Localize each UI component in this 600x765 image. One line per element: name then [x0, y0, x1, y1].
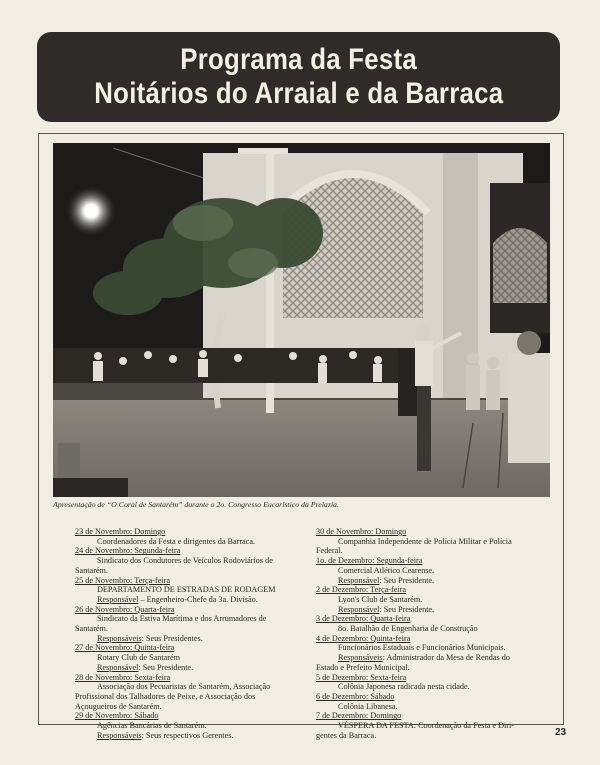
schedule-right-column [316, 527, 552, 740]
schedule-text: Colônia Libanesa. [338, 701, 398, 711]
schedule-text: Coordenadores da Festa e dirigentes da Barraca. [97, 536, 256, 546]
schedule-line [316, 537, 552, 547]
schedule-line [316, 702, 552, 712]
schedule-entry [316, 634, 552, 673]
schedule-text: Açougueiros de Santarém. [75, 701, 162, 711]
schedule-entry [316, 585, 552, 614]
schedule-date: 27 de Novembro: Quinta-feira [75, 643, 175, 653]
title-line-1: Programa da Festa [180, 43, 417, 76]
schedule-line [316, 643, 552, 653]
schedule-text: Santarém. [75, 565, 108, 575]
title-line-2: Noitários do Arraial e da Barraca [93, 77, 504, 110]
schedule-text: – Engenheiro-Chefe da 3a. Divisão. [138, 594, 258, 604]
schedule-entry [316, 692, 552, 711]
schedule-line [75, 595, 311, 605]
schedule-entry [316, 614, 552, 633]
schedule-text: Sindicato dos Condutores de Veículos Rodoviários de [97, 556, 273, 566]
schedule-entry [75, 643, 311, 672]
schedule-entry [75, 576, 311, 605]
schedule-line [75, 624, 311, 634]
event-photo-illustration [53, 143, 550, 497]
responsible-label: Responsáveis [338, 653, 383, 663]
schedule-text: Colônia Japonesa radicada nesta cidade. [338, 682, 470, 692]
schedule-line [316, 566, 552, 576]
schedule-date: 26 de Novembro: Quarta-feira [75, 604, 175, 614]
schedule-date: 4 de Dezembro: Quinta-feira [316, 633, 411, 643]
title-banner [37, 32, 560, 122]
schedule-line [316, 721, 552, 731]
schedule-entry [316, 556, 552, 585]
schedule-text: Sindicato da Estiva Marítima e dos Arrumadores de [97, 614, 267, 624]
schedule-date: 7 de Dezembro: Domingo [316, 711, 402, 721]
schedule-date: 28 de Novembro: Sexta-feira [75, 672, 171, 682]
schedule-entry [316, 527, 552, 556]
schedule-text: VÉSPERA DA FESTA: Coordenação da Festa e Diri- [338, 721, 515, 731]
schedule-text: Santarém. [75, 624, 108, 634]
schedule-date: 3 de Dezembro: Quarta-feira [316, 614, 411, 624]
responsible-label: Responsável [97, 594, 139, 604]
schedule-line [75, 653, 311, 663]
schedule-line [316, 731, 552, 741]
schedule-line [316, 624, 552, 634]
schedule-line [75, 566, 311, 576]
schedule-line [75, 585, 311, 595]
schedule-line [75, 702, 311, 712]
schedule-date: 6 de Dezembro: Sábado [316, 691, 395, 701]
schedule-text: 8o. Batalhão de Engenharia de Construção [338, 624, 478, 634]
schedule-line [75, 556, 311, 566]
schedule-text: Funcionários Estaduais e Funcionários Municipais. [338, 643, 506, 653]
schedule-line [75, 692, 311, 702]
responsible-label: Responsável [338, 575, 380, 585]
schedule-line [75, 682, 311, 692]
schedule-date: 30 de Novembro: Domingo [316, 527, 407, 536]
schedule-date: 1o. de Dezembro: Segunda-feira [316, 556, 423, 566]
schedule-line [316, 663, 552, 673]
schedule-text: : Seu Presidente. [379, 604, 435, 614]
schedule-line [316, 682, 552, 692]
schedule-line [75, 731, 311, 741]
schedule-date: 5 de Dezembro: Sexta-feira [316, 672, 407, 682]
schedule-text: : Seus Presidentes. [141, 633, 203, 643]
schedule-entry [316, 673, 552, 692]
schedule-entry [316, 711, 552, 740]
schedule-text: : Seu Presidente. [379, 575, 435, 585]
responsible-label: Responsável [338, 604, 380, 614]
schedule-line [75, 614, 311, 624]
schedule-text: Profissional dos Talhadores de Peixe, e Associação dos [75, 691, 256, 701]
schedule-text: Rotary Club de Santarém [97, 653, 180, 663]
schedule-entry [75, 527, 311, 546]
schedule-text: : Administrador da Mesa de Rendas do [382, 653, 510, 663]
schedule-text: Federal. [316, 546, 343, 556]
responsible-label: Responsável [97, 662, 139, 672]
page-number: 23 [555, 727, 567, 738]
schedule-line [75, 721, 311, 731]
schedule-line [316, 595, 552, 605]
schedule-line [316, 653, 552, 663]
schedule-line [75, 663, 311, 673]
schedule-left-column [75, 527, 311, 740]
schedule-entry [75, 711, 311, 740]
responsible-label: Responsáveis [97, 730, 142, 740]
schedule-entry [75, 546, 311, 575]
schedule-date: 2 de Dezembro: Terça-feira [316, 585, 406, 595]
schedule-line [75, 634, 311, 644]
responsible-label: Responsáveis [97, 633, 142, 643]
schedule-line [316, 605, 552, 615]
schedule-line [75, 537, 311, 547]
schedule-line [316, 546, 552, 556]
schedule-text: : Seus respectivos Gerentes. [141, 730, 234, 740]
schedule-text: Comercial Atlético Cearense. [338, 565, 435, 575]
schedule-line [316, 576, 552, 586]
schedule-date: 24 de Novembro: Segunda-feira [75, 546, 181, 556]
schedule-text: Estado e Prefeito Municipal. [316, 662, 410, 672]
photo-caption: Apresentação de “O Coral de Santarém” durante o 2o. Congresso Eucarístico da Prelazia. [53, 500, 339, 509]
schedule-text: : Seu Presidente. [138, 662, 194, 672]
schedule-date: 25 de Novembro: Terça-feira [75, 575, 170, 585]
schedule-text: Lyon's Club de Santarém. [338, 594, 423, 604]
schedule-date: 23 de Novembro: Domingo [75, 527, 166, 536]
schedule-text: Agências Bancárias de Santarém. [97, 721, 207, 731]
schedule-text: gentes da Barraca. [316, 730, 377, 740]
schedule-text: Associação dos Pecuaristas de Santarém, Associação [97, 682, 271, 692]
schedule-entry [75, 605, 311, 644]
schedule-entry [75, 673, 311, 712]
schedule-text: Companhia Independente de Polícia Militar e Polícia [338, 536, 512, 546]
schedule-text: DEPARTAMENTO DE ESTRADAS DE RODAGEM [97, 585, 276, 595]
schedule-date: 29 de Novembro: Sábado [75, 711, 159, 721]
event-photo [53, 143, 550, 497]
